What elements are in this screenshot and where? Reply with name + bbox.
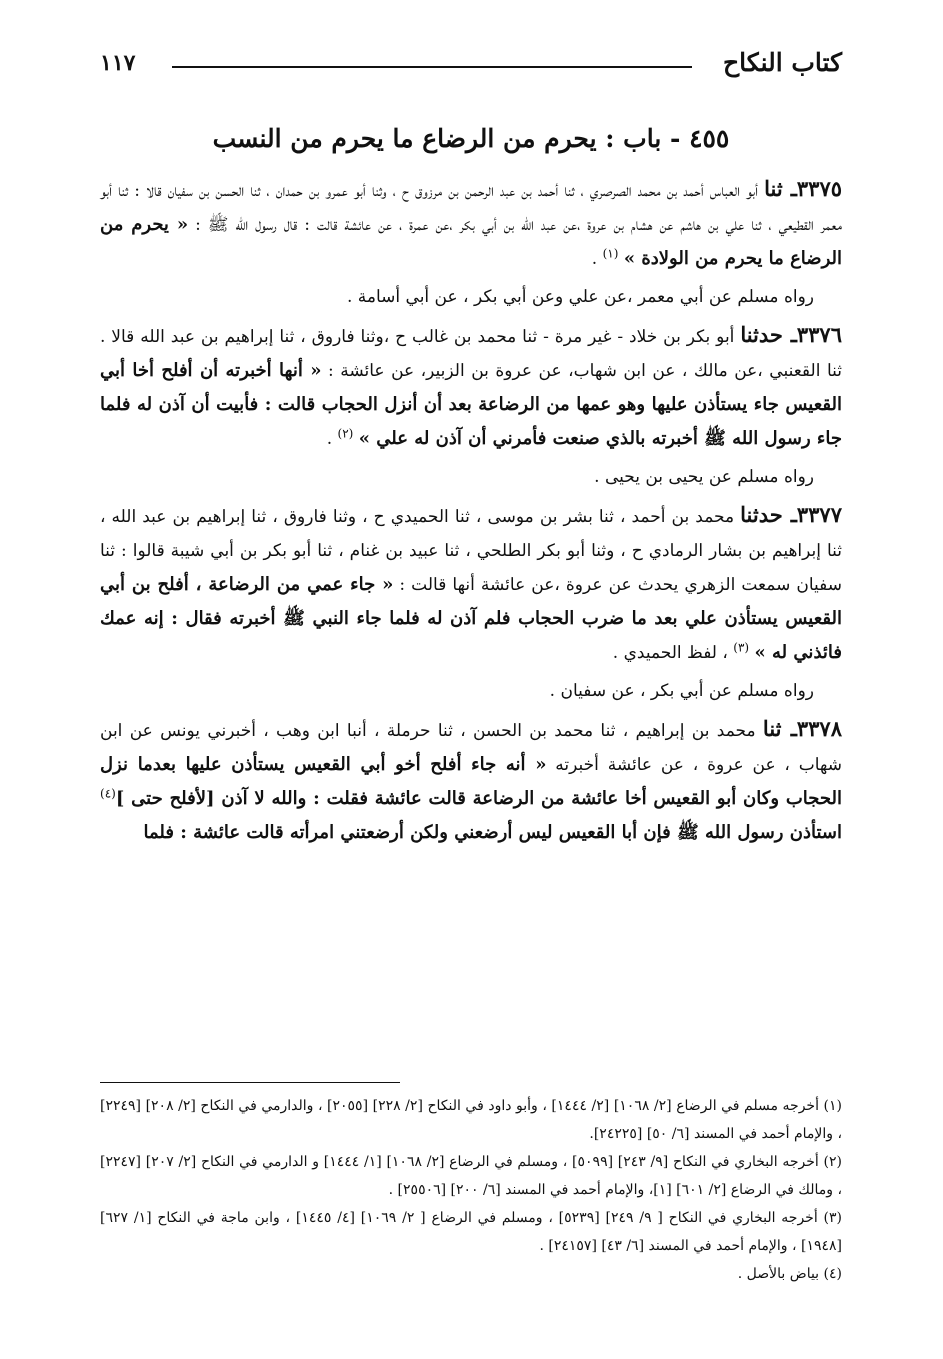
hadith-matn: « جاء عمي من الرضاعة ، أفلح بن أبي القعيس يستأذن علي بعد ما ضرب الحجاب فلم آذن له فلما جاء النبي ﷺ أخبرته فقال : إنه عمك فائذني له » [100, 574, 842, 663]
hadith-3375 [100, 172, 842, 276]
page-body [100, 172, 842, 850]
footnote-ref: (٤) [100, 786, 116, 801]
hadith-number: ٣٣٧٦ـ حدثنا [740, 322, 842, 347]
hadith-number: ٣٣٧٥ـ ثنا [764, 176, 843, 201]
footnote-ref: (١) [602, 246, 619, 261]
hadith-tail: ، لفظ الحميدي . [612, 643, 734, 663]
hadith-3377 [100, 498, 842, 670]
footnotes [100, 1092, 842, 1288]
hadith-tail: استأذن رسول الله ﷺ فإن أبا القعيس ليس أرضعني ولكن أرضعتني امرأته قالت عائشة : فلما [143, 822, 842, 843]
footnote-2: (٢) أخرجه البخاري في النكاح [٩/ ٢٤٣] [٥٠٩٩] ، ومسلم في الرضاع [٢/ ١٠٦٨] [١/ ١٤٤٤] و الدارمي في النكاح [٢/ ٢٠٧] [٢٢٤٧] ، ومالك في الرضاع [٢/ ٦٠١] [١]، والإمام أحمد في المسند [٦/ ٢٠٠] [٢٥٥٠٦] . [100, 1154, 842, 1198]
hadith-3376 [100, 318, 842, 456]
footnote-rule [100, 1082, 400, 1083]
chapter-heading: ٤٥٥ - باب : يحرم من الرضاع ما يحرم من النسب [212, 124, 730, 153]
footnote-1: (١) أخرجه مسلم في الرضاع [٢/ ١٠٦٨] [٢/ ١٤٤٤] ، وأبو داود في النكاح [٢/ ٢٢٨] [٢٠٥٥] ، والدارمي في النكاح [٢/ ٢٠٨] [٢٢٤٩] ، والإمام أحمد في المسند [٦/ ٥٠] [٢٤٢٢٥]. [100, 1098, 843, 1142]
hadith-matn: « أنها أخبرته أن أفلح أخا أبي القعيس جاء يستأذن عليها وهو عمها من الرضاعة بعد أن أنزل الحجاب قالت : فأبيت أن آذن له فلما جاء رسول الله ﷺ أخبرته بالذي صنعت فأمرني أن آذن له علي » [100, 360, 842, 449]
footnote-4: (٤) بياض بالأصل . [737, 1266, 842, 1282]
hadith-number: ٣٣٧٧ـ حدثنا [740, 502, 842, 527]
hadith-isnad: أبو العباس أحمد بن محمد الصرصري ، ثنا أحمد بن عبد الرحمن بن مرزوق ح ، وثنا أبو عمرو بن حمدان ، ثنا الحسن بن سفيان قالا : ثنا أبو معمر القطيعي ، ثنا علي بن هاشم عن هشام بن عروة ،عن عبد الله بن أبي بكر ،عن عمرة ، عن عائشة قالت : قال رسول الله ﷺ : [100, 181, 842, 235]
footnote-ref: (٢) [337, 426, 354, 441]
page-header [100, 44, 842, 94]
hadith-tail: . [591, 249, 603, 269]
hadith-isnad: محمد بن إبراهيم ، ثنا محمد بن الحسن ، ثنا حرملة ، أنبا ابن وهب ، أخبرني يونس عن ابن شهاب ، عن عروة ، عن عائشة أخبرته [100, 721, 842, 775]
header-rule [172, 66, 692, 68]
running-title: كتاب النكاح [723, 48, 842, 77]
page-number: ١١٧ [100, 50, 136, 76]
hadith-isnad: أبو بكر بن خلاد - غير مرة - ثنا محمد بن غالب ح ،وثنا فاروق ، ثنا إبراهيم بن عبد الله قالا . ثنا القعنبي ،عن مالك ، عن ابن شهاب، عن عروة بن الزبير، عن عائشة : [100, 327, 842, 381]
hadith-number: ٣٣٧٨ـ ثنا [762, 716, 842, 741]
hadith-attribution: رواه مسلم عن يحيى بن يحيى . [594, 467, 814, 487]
footnote-ref: (٣) [733, 640, 750, 655]
hadith-attribution: رواه مسلم عن أبي بكر ، عن سفيان . [549, 681, 814, 701]
hadith-isnad: محمد بن أحمد ، ثنا بشر بن موسى ، ثنا الحميدي ح ، وثنا فاروق ، ثنا إبراهيم بن عبد الله ، ثنا إبراهيم بن بشار الرمادي ح ، وثنا أبو بكر الطلحي ، ثنا عبيد بن غنام ، ثنا أبو بكر بن أبي شيبة قالوا : ثنا سفيان سمعت الزهري يحدث عن عروة ،عن عائشة أنها قالت : [100, 507, 842, 595]
footnote-3: (٣) أخرجه البخاري في النكاح [ ٩/ ٢٤٩] [٥٢٣٩] ، ومسلم في الرضاع [ ٢/ ١٠٦٩] [٤/ ١٤٤٥] ، وابن ماجة في النكاح [١/ ٦٢٧] [١٩٤٨] ، والإمام أحمد في المسند [٦/ ٤٣] [٢٤١٥٧] . [100, 1210, 843, 1254]
hadith-matn: « يحرم من الرضاع ما يحرم من الولادة » [100, 214, 842, 269]
hadith-3378 [100, 712, 842, 850]
hadith-attribution: رواه مسلم عن أبي معمر ،عن علي وعن أبي بكر ، عن أبي أسامة . [346, 287, 814, 307]
hadith-tail: . [326, 429, 338, 449]
hadith-matn: « أنه جاء أفلح أخو أبي القعيس يستأذن عليها بعدما نزل الحجاب وكان أبو القعيس أخا عائشة من الرضاعة قالت عائشة فقلت : والله لا آذن [لأفلح حتى ] [100, 754, 842, 809]
